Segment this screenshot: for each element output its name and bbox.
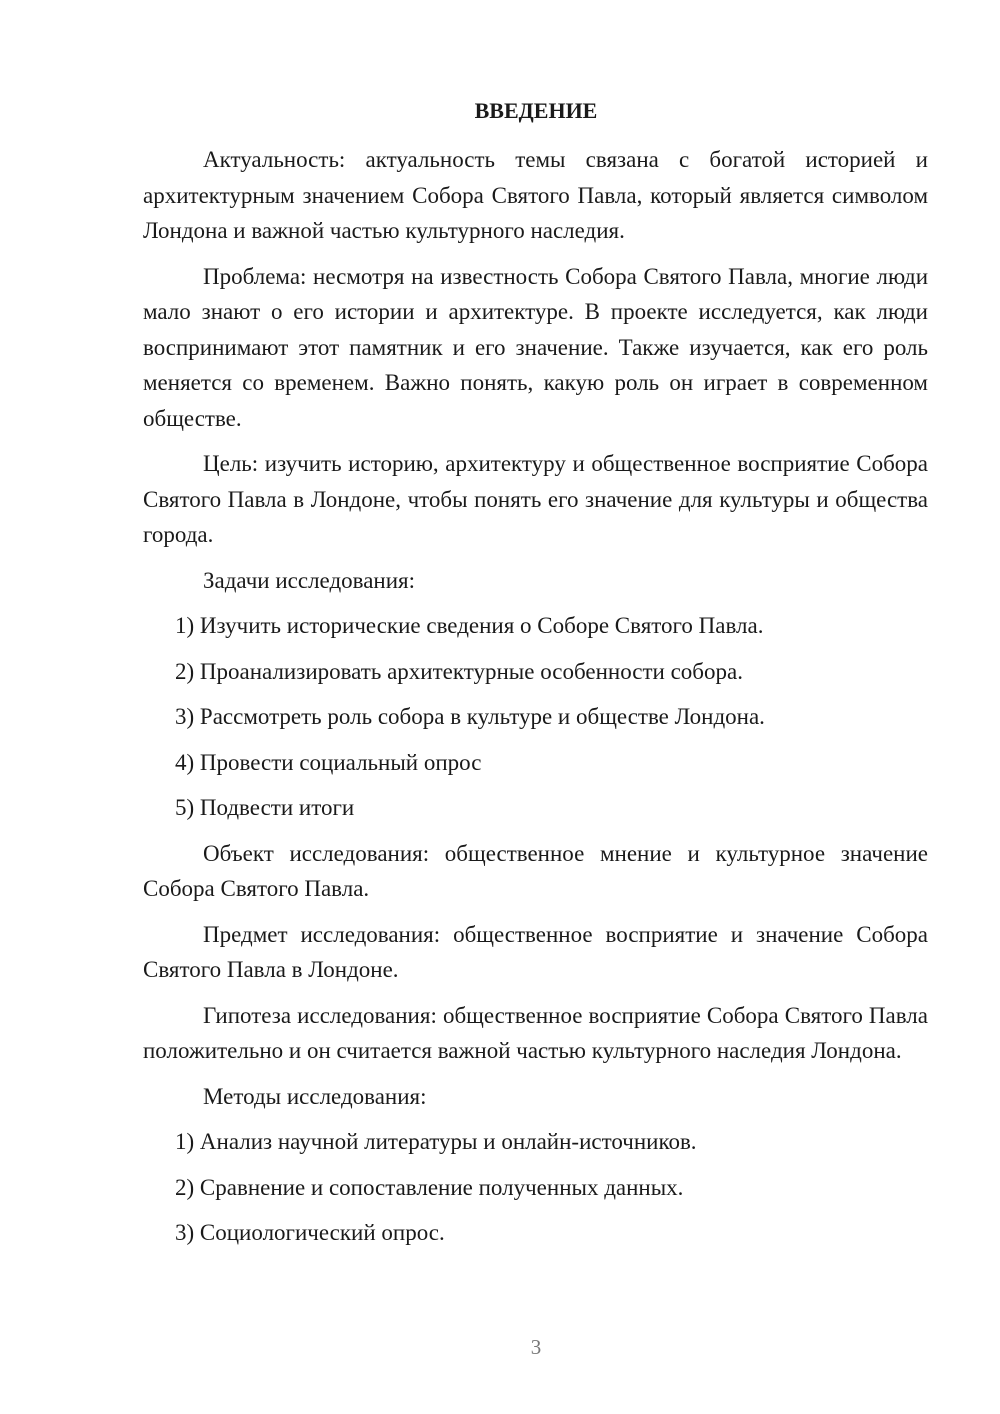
goal-paragraph: Цель: изучить историю, архитектуру и общественное восприятие Собора Святого Павла в Лондоне, чтобы понять его значение для культуры и общества города.: [143, 451, 928, 547]
subject-paragraph: Предмет исследования: общественное восприятие и значение Собора Святого Павла в Лондоне.: [143, 921, 928, 982]
methods-heading: Методы исследования:: [203, 1083, 427, 1109]
object-paragraph: Объект исследования: общественное мнение и культурное значение Собора Святого Павла.: [143, 840, 928, 901]
section-heading: ВВЕДЕНИЕ: [474, 98, 598, 123]
tasks-list: [143, 608, 928, 826]
list-item: 2) Сравнение и сопоставление полученных данных.: [175, 1174, 684, 1200]
document-body: [143, 142, 928, 1261]
page-number: 3: [530, 1335, 542, 1359]
list-item: 3) Социологический опрос.: [175, 1220, 445, 1245]
list-item: 2) Проанализировать архитектурные особенности собора.: [175, 658, 743, 684]
tasks-heading: Задачи исследования:: [203, 567, 416, 593]
list-item: 4) Провести социальный опрос: [175, 749, 482, 775]
problem-paragraph: Проблема: несмотря на известность Собора Святого Павла, многие люди мало знают о его истории и архитектуре. В проекте исследуется, как люди воспринимают этот памятник и его значение. Также изучается, как его роль меняется со временем. Важно понять, какую роль он играет в современном обществе.: [143, 263, 928, 431]
list-item: 5) Подвести итоги: [175, 795, 355, 820]
hypothesis-paragraph: Гипотеза исследования: общественное восприятие Собора Святого Павла положительно и он считается важной частью культурного наследия Лондона.: [143, 1002, 928, 1063]
relevance-paragraph: Актуальность: актуальность темы связана с богатой историей и архитектурным значением Собора Святого Павла, который является символом Лондона и важной частью культурного наследия.: [143, 147, 928, 243]
list-item: 3) Рассмотреть роль собора в культуре и обществе Лондона.: [175, 704, 765, 729]
list-item: 1) Анализ научной литературы и онлайн-источников.: [175, 1129, 697, 1154]
list-item: 1) Изучить исторические сведения о Соборе Святого Павла.: [175, 613, 764, 638]
methods-list: [143, 1124, 928, 1251]
